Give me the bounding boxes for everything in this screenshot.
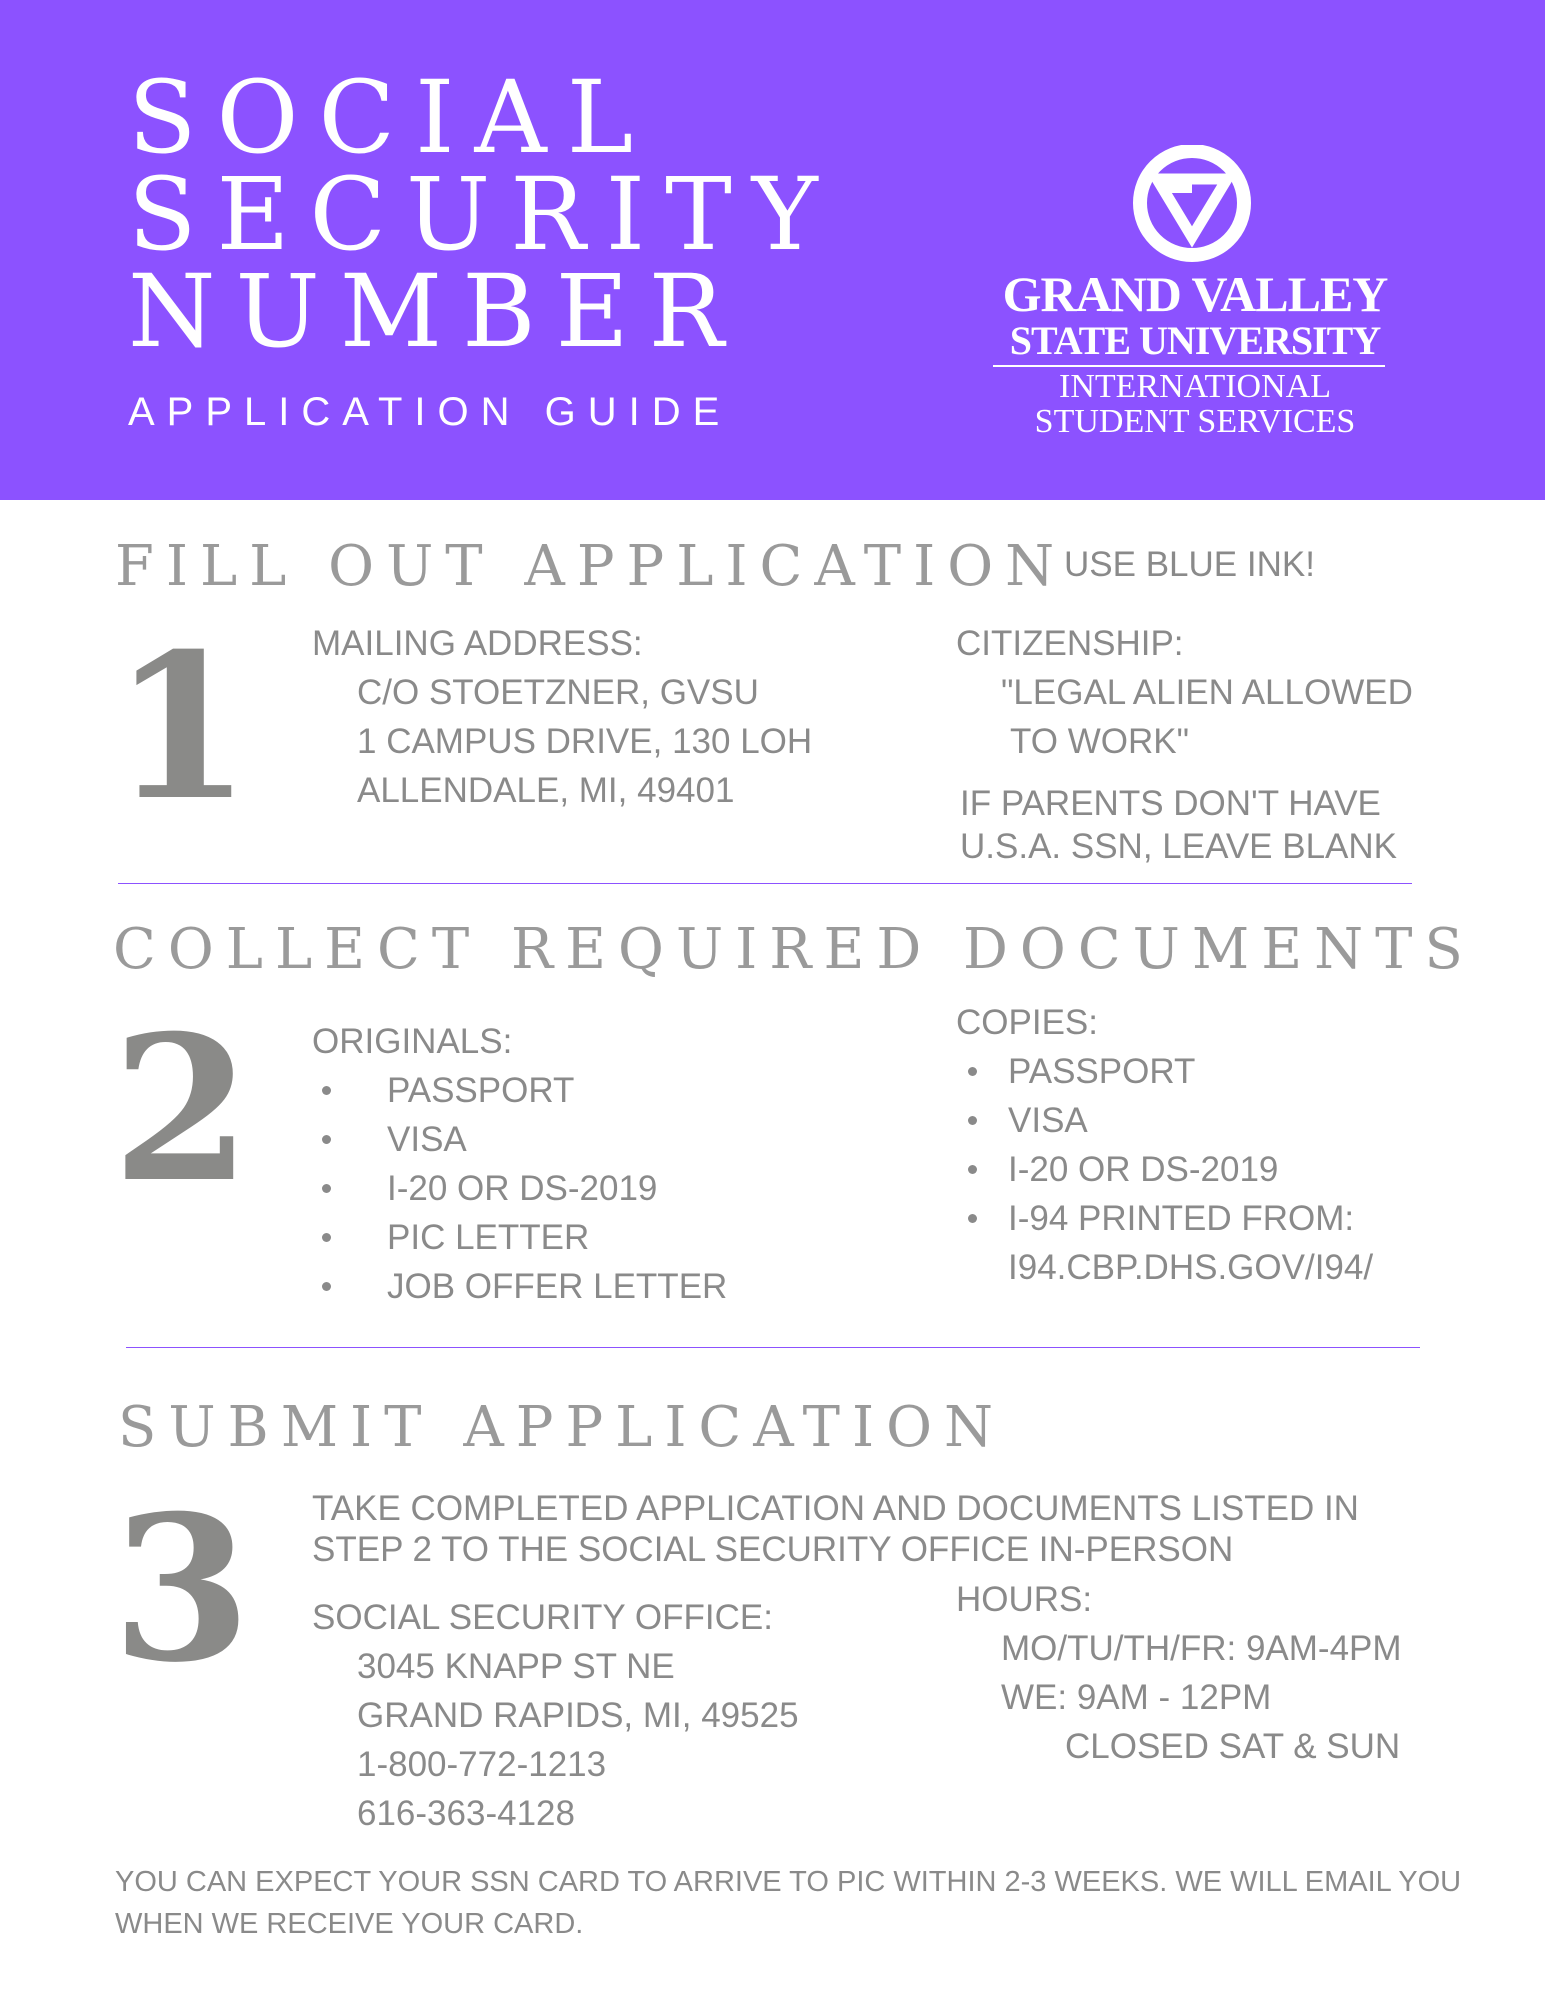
bullet-dot	[968, 1067, 977, 1076]
citizenship-line-1: "LEGAL ALIEN ALLOWED	[1001, 673, 1413, 712]
step3-number: 3	[112, 1472, 252, 1707]
mailing-address-label: MAILING ADDRESS:	[312, 624, 643, 663]
copies-list	[968, 1047, 1354, 1243]
copies-item-text: PASSPORT	[1008, 1052, 1196, 1091]
bullet-dot	[322, 1135, 331, 1144]
bullet-dot	[322, 1233, 331, 1242]
bullet-dot	[322, 1086, 331, 1095]
hours-line-2: WE: 9AM - 12PM	[1001, 1678, 1272, 1717]
logo-line-4: STUDENT SERVICES	[1034, 403, 1356, 440]
logo-line-1: GRAND VALLEY	[1002, 266, 1388, 322]
copies-item-text: VISA	[1008, 1101, 1088, 1140]
originals-item	[312, 1213, 727, 1262]
mailing-line-3: ALLENDALE, MI, 49401	[357, 771, 735, 810]
divider-2	[126, 1347, 1420, 1348]
office-phone-1: 1-800-772-1213	[357, 1745, 607, 1784]
originals-item-text: PASSPORT	[387, 1071, 575, 1110]
office-line-1: 3045 KNAPP ST NE	[357, 1647, 675, 1686]
divider-1	[118, 883, 1412, 884]
hours-line-1: MO/TU/TH/FR: 9AM-4PM	[1001, 1629, 1402, 1668]
bullet-dot	[322, 1282, 331, 1291]
originals-item	[312, 1164, 727, 1213]
step1-number: 1	[112, 610, 252, 845]
logo-line-2: STATE UNIVERSITY	[1009, 318, 1381, 363]
originals-item-text: I-20 OR DS-2019	[387, 1169, 658, 1208]
gvsu-logo	[985, 145, 1405, 445]
hours-label: HOURS:	[956, 1580, 1093, 1619]
originals-list	[312, 1066, 727, 1311]
step2-title: COLLECT REQUIRED DOCUMENTS	[113, 917, 1475, 982]
office-phone-2: 616-363-4128	[357, 1794, 575, 1833]
footer-line-2: WHEN WE RECEIVE YOUR CARD.	[115, 1908, 584, 1940]
copies-item	[968, 1096, 1354, 1145]
bullet-dot	[968, 1165, 977, 1174]
originals-item-text: JOB OFFER LETTER	[387, 1267, 728, 1306]
subtitle: APPLICATION GUIDE	[128, 390, 732, 434]
copies-item-text: I-20 OR DS-2019	[1008, 1150, 1279, 1189]
footer-line-1: YOU CAN EXPECT YOUR SSN CARD TO ARRIVE TO PIC WITHIN 2-3 WEEKS. WE WILL EMAIL YOU	[115, 1866, 1462, 1898]
copies-item	[968, 1047, 1354, 1096]
bullet-dot	[322, 1184, 331, 1193]
title-line-2: SECURITY	[128, 156, 838, 273]
parents-line-2: U.S.A. SSN, LEAVE BLANK	[960, 827, 1398, 866]
originals-item	[312, 1115, 727, 1164]
i94-url: I94.CBP.DHS.GOV/I94/	[1008, 1248, 1374, 1287]
copies-item	[968, 1145, 1354, 1194]
copies-item-text: I-94 PRINTED FROM:	[1008, 1199, 1355, 1238]
originals-label: ORIGINALS:	[312, 1022, 513, 1061]
step1-title: FILL OUT APPLICATION	[115, 534, 1067, 599]
parents-line-1: IF PARENTS DON'T HAVE	[960, 784, 1381, 823]
title-line-3: NUMBER	[128, 253, 744, 370]
instruction-line-1: TAKE COMPLETED APPLICATION AND DOCUMENTS LISTED IN	[312, 1489, 1359, 1528]
originals-item-text: PIC LETTER	[387, 1218, 590, 1257]
bullet-dot	[968, 1116, 977, 1125]
mailing-line-1: C/O STOETZNER, GVSU	[357, 673, 759, 712]
header-banner	[0, 0, 1545, 500]
office-line-2: GRAND RAPIDS, MI, 49525	[357, 1696, 799, 1735]
step3-title: SUBMIT APPLICATION	[118, 1395, 1006, 1460]
instruction-line-2: STEP 2 TO THE SOCIAL SECURITY OFFICE IN-PERSON	[312, 1530, 1234, 1569]
citizenship-label: CITIZENSHIP:	[956, 624, 1184, 663]
logo-rule	[993, 365, 1385, 367]
gvsu-emblem-icon	[1127, 145, 1257, 265]
closed-note: CLOSED SAT & SUN	[1065, 1727, 1401, 1766]
copies-label: COPIES:	[956, 1003, 1098, 1042]
step2-number: 2	[112, 992, 252, 1227]
office-label: SOCIAL SECURITY OFFICE:	[312, 1598, 773, 1637]
title-line-1: SOCIAL	[128, 59, 654, 176]
blue-ink-note: USE BLUE INK!	[1064, 545, 1315, 584]
originals-item	[312, 1262, 727, 1311]
mailing-line-2: 1 CAMPUS DRIVE, 130 LOH	[357, 722, 813, 761]
logo-line-3: INTERNATIONAL	[1059, 368, 1331, 405]
originals-item-text: VISA	[387, 1120, 467, 1159]
originals-item	[312, 1066, 727, 1115]
copies-item	[968, 1194, 1354, 1243]
citizenship-line-2: TO WORK"	[1010, 722, 1189, 761]
bullet-dot	[968, 1214, 977, 1223]
